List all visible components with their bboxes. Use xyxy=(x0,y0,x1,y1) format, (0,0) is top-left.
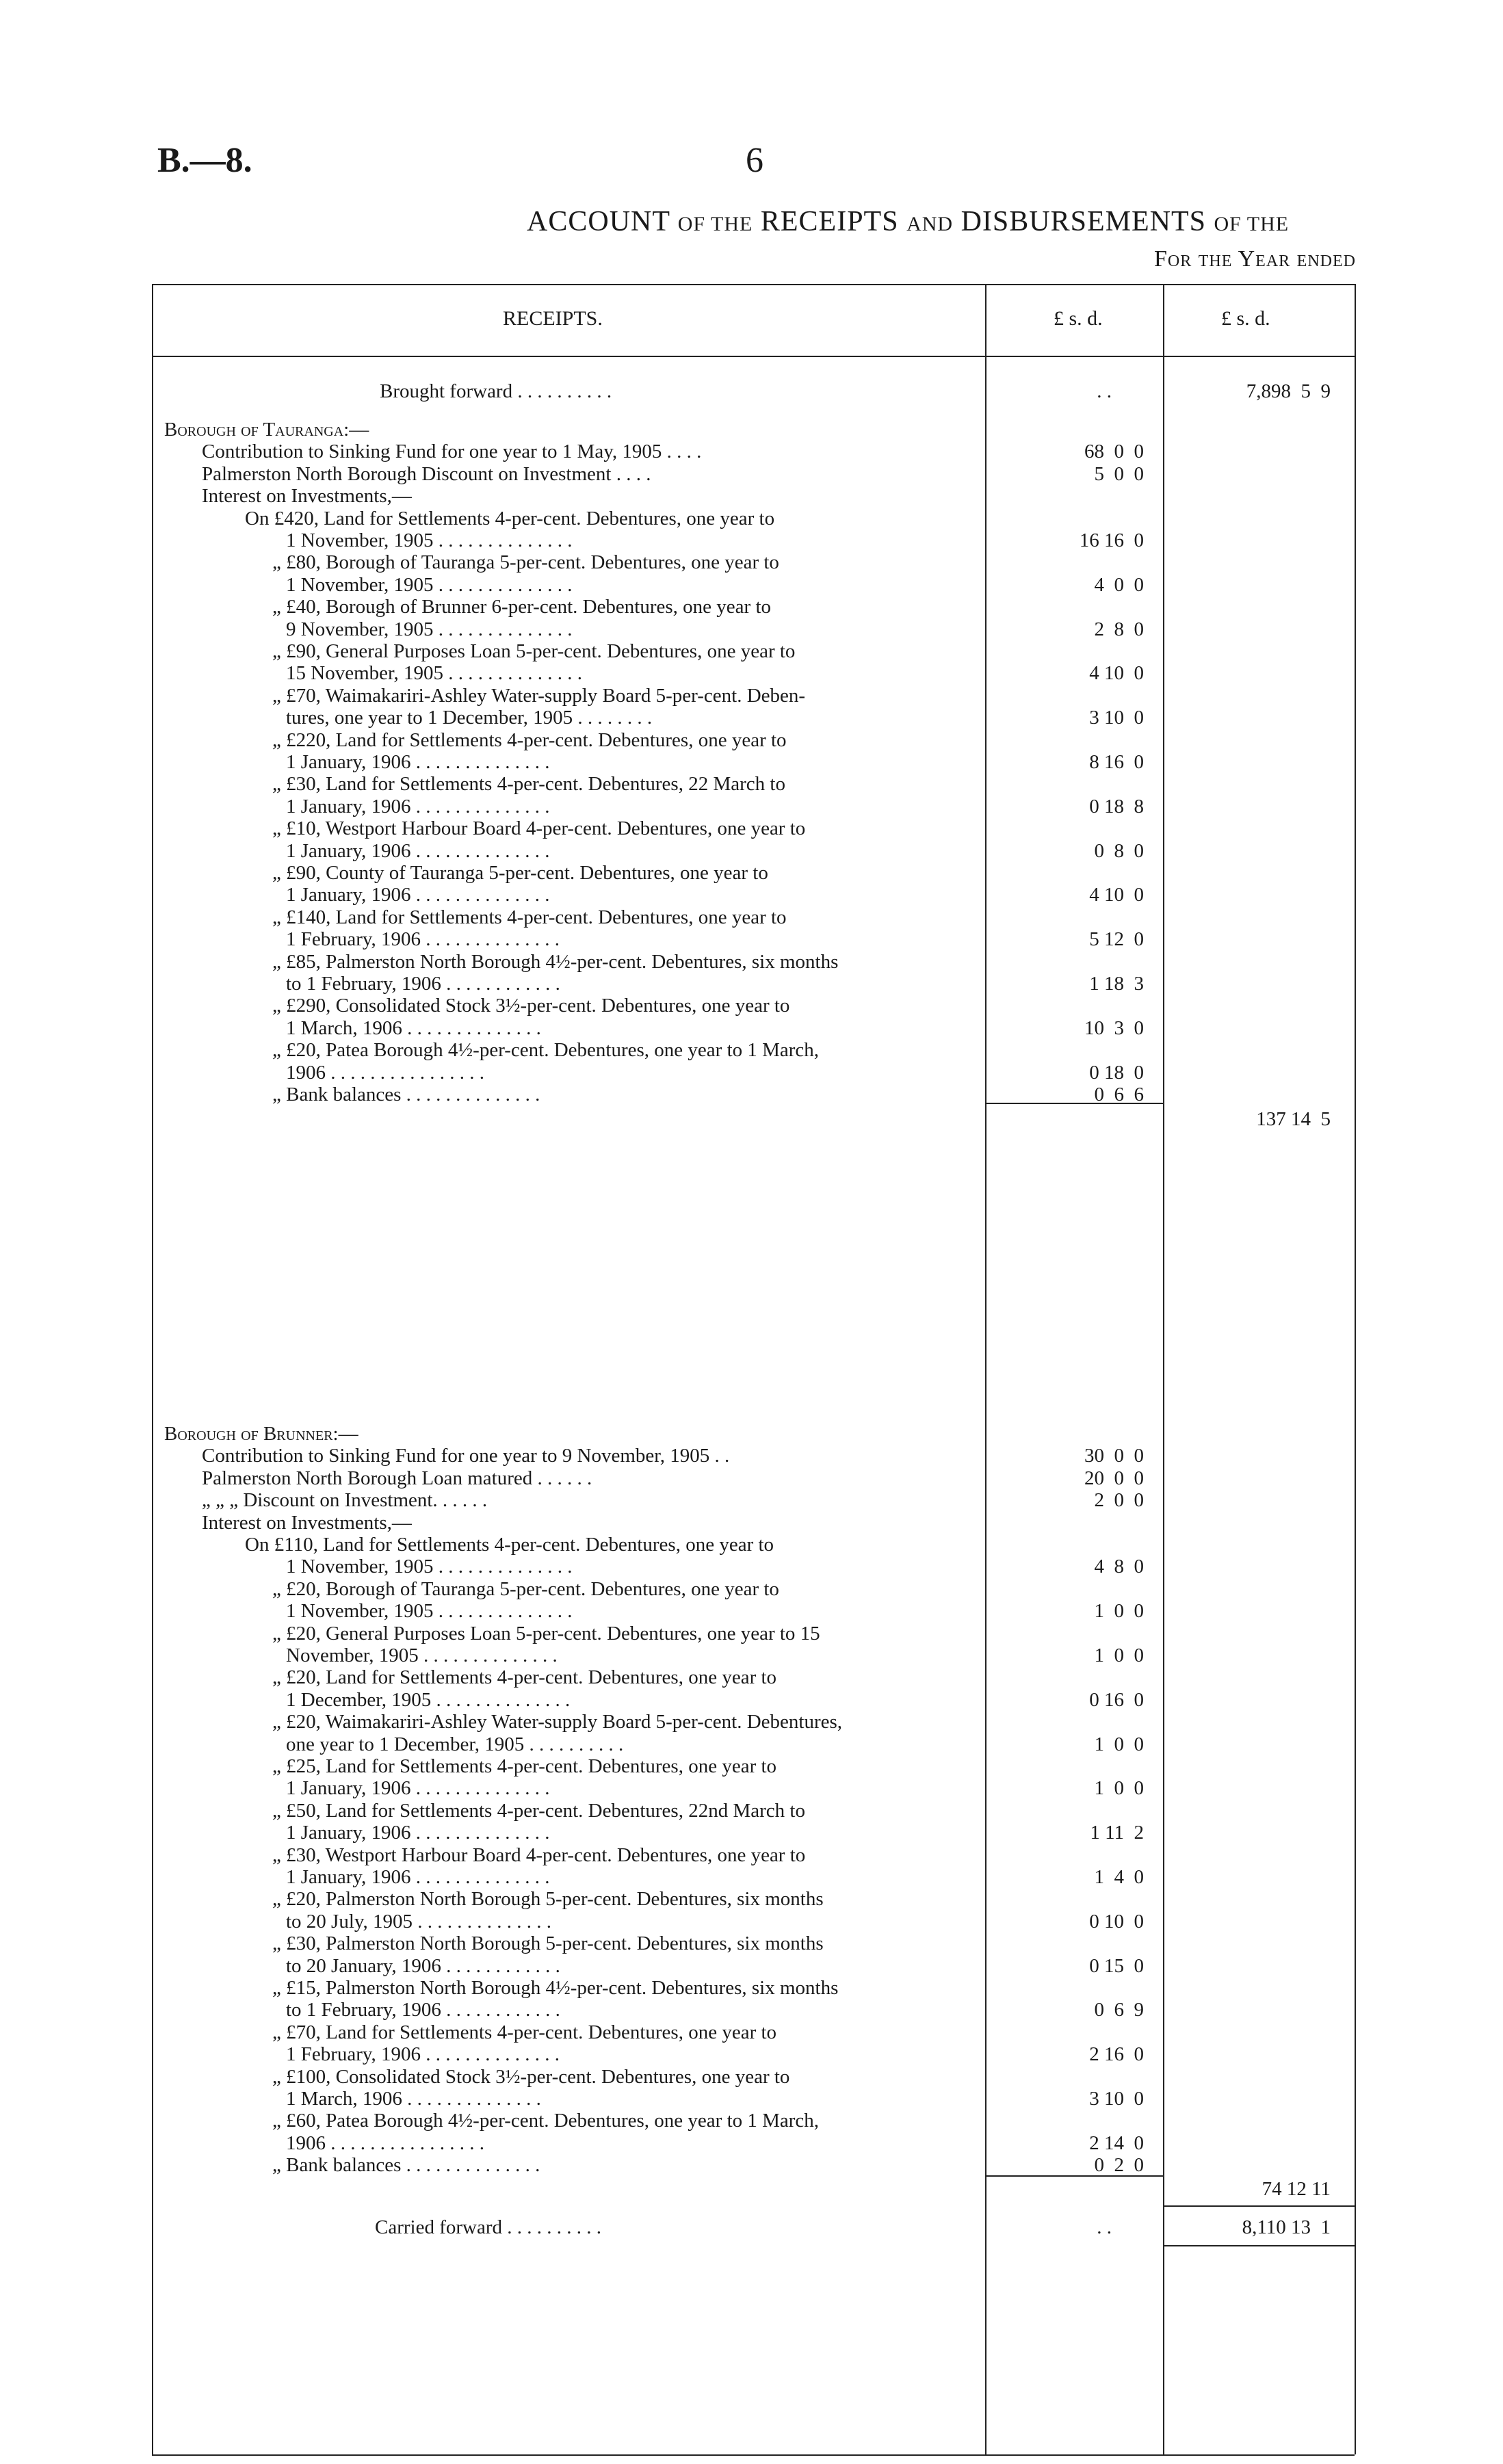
brunner-line-amount: 0 16 0 xyxy=(1089,1689,1144,1711)
tauranga-line: On £420, Land for Settlements 4-per-cent. Debentures, one year to xyxy=(245,508,775,529)
brunner-line: 1 November, 1905 . . . . . . . . . . . . . . xyxy=(286,1556,573,1577)
title-of-the: OF THE xyxy=(1214,213,1290,235)
brunner-line: to 20 January, 1906 . . . . . . . . . . . . xyxy=(286,1955,560,1977)
tauranga-line: „ £90, County of Tauranga 5-per-cent. Debentures, one year to xyxy=(272,862,768,884)
tauranga-line: „ £220, Land for Settlements 4-per-cent. Debentures, one year to xyxy=(272,729,787,751)
brunner-line-amount: 1 0 0 xyxy=(1094,1600,1144,1622)
brunner-line: November, 1905 . . . . . . . . . . . . . . xyxy=(286,1644,558,1666)
tauranga-total: 137 14 5 xyxy=(1256,1108,1331,1130)
account-title xyxy=(527,205,1289,238)
title-account: ACCOUNT xyxy=(527,206,670,237)
tauranga-line: Contribution to Sinking Fund for one year to 1 May, 1905 . . . . xyxy=(202,441,702,462)
tauranga-line: Interest on Investments,— xyxy=(202,485,412,507)
tauranga-line: 1 November, 1905 . . . . . . . . . . . . . . xyxy=(286,529,573,551)
tauranga-heading: Borough of Tauranga:— xyxy=(164,419,369,441)
brunner-line-amount: 0 6 9 xyxy=(1094,1999,1144,2021)
title-receipts: RECEIPTS xyxy=(760,206,899,237)
brought-forward-amount-1: . . xyxy=(1097,380,1112,402)
column-header-lsd-1: £ s. d. xyxy=(1054,307,1103,330)
brunner-line: „ £30, Palmerston North Borough 5-per-cent. Debentures, six months xyxy=(272,1932,824,1954)
tauranga-line-amount: 4 10 0 xyxy=(1089,662,1144,684)
tauranga-line: „ £290, Consolidated Stock 3½-per-cent. Debentures, one year to xyxy=(272,995,790,1017)
tauranga-line: 1 January, 1906 . . . . . . . . . . . . . . xyxy=(286,840,550,862)
tauranga-line: tures, one year to 1 December, 1905 . . . . . . . . xyxy=(286,707,653,729)
brunner-line: „ £15, Palmerston North Borough 4½-per-cent. Debentures, six months xyxy=(272,1977,839,1999)
column-header-receipts: RECEIPTS. xyxy=(503,307,603,330)
brunner-line: 1 January, 1906 . . . . . . . . . . . . . . xyxy=(286,1777,550,1799)
title-of: OF THE xyxy=(677,213,753,235)
tauranga-line: Palmerston North Borough Discount on Investment . . . . xyxy=(202,463,651,485)
brunner-line: Interest on Investments,— xyxy=(202,1512,412,1534)
carried-forward-amount-2: 8,110 13 1 xyxy=(1242,2216,1331,2238)
brunner-line-amount: 30 0 0 xyxy=(1084,1445,1144,1467)
brunner-line: 1 January, 1906 . . . . . . . . . . . . . . xyxy=(286,1822,550,1844)
tauranga-line: 1 January, 1906 . . . . . . . . . . . . . . xyxy=(286,796,550,817)
brunner-line: On £110, Land for Settlements 4-per-cent. Debentures, one year to xyxy=(245,1534,774,1556)
brunner-line: „ £100, Consolidated Stock 3½-per-cent. Debentures, one year to xyxy=(272,2066,790,2088)
table-frame-right xyxy=(1355,284,1356,2454)
account-subtitle: For the Year ended xyxy=(1153,246,1356,272)
carried-forward-rule xyxy=(1163,2205,1355,2207)
tauranga-line: 1 November, 1905 . . . . . . . . . . . . . . xyxy=(286,574,573,596)
brunner-line: to 1 February, 1906 . . . . . . . . . . . . xyxy=(286,1999,560,2021)
tauranga-line-amount: 8 16 0 xyxy=(1089,751,1144,773)
table-frame-top xyxy=(152,284,1355,285)
tauranga-line: „ Bank balances . . . . . . . . . . . . . . xyxy=(272,1084,540,1105)
column-header-lsd-2: £ s. d. xyxy=(1221,307,1270,330)
brunner-line-amount: 2 14 0 xyxy=(1089,2132,1144,2154)
brunner-line: „ £20, Land for Settlements 4-per-cent. Debentures, one year to xyxy=(272,1666,777,1688)
brunner-line: 1 January, 1906 . . . . . . . . . . . . . . xyxy=(286,1866,550,1888)
brunner-line-amount: 20 0 0 xyxy=(1084,1467,1144,1489)
carried-forward-amount-1: . . xyxy=(1097,2216,1112,2238)
tauranga-line: 1 January, 1906 . . . . . . . . . . . . . . xyxy=(286,884,550,906)
brunner-line: 1 November, 1905 . . . . . . . . . . . . . . xyxy=(286,1600,573,1622)
brunner-line: „ £20, Waimakariri-Ashley Water-supply Board 5-per-cent. Debentures, xyxy=(272,1711,843,1733)
tauranga-line-amount: 0 18 8 xyxy=(1089,796,1144,817)
title-disbursements: DISBURSEMENTS xyxy=(960,206,1206,237)
column-divider-2 xyxy=(1163,284,1164,2454)
brunner-line-amount: 0 2 0 xyxy=(1094,2154,1144,2176)
brunner-heading: Borough of Brunner:— xyxy=(164,1423,358,1445)
brunner-line-amount: 1 4 0 xyxy=(1094,1866,1144,1888)
tauranga-line-amount: 68 0 0 xyxy=(1084,441,1144,462)
brunner-line-amount: 0 15 0 xyxy=(1089,1955,1144,1977)
tauranga-line-amount: 0 8 0 xyxy=(1094,840,1144,862)
tauranga-line: „ £30, Land for Settlements 4-per-cent. Debentures, 22 March to xyxy=(272,773,785,795)
tauranga-line-amount: 4 0 0 xyxy=(1094,574,1144,596)
tauranga-line-amount: 5 12 0 xyxy=(1089,928,1144,950)
brunner-line: 1906 . . . . . . . . . . . . . . . . xyxy=(286,2132,484,2154)
tauranga-line: „ £70, Waimakariri-Ashley Water-supply Board 5-per-cent. Deben- xyxy=(272,685,806,707)
header-rule xyxy=(152,356,1355,357)
brunner-line-amount: 2 0 0 xyxy=(1094,1489,1144,1511)
tauranga-line: 1906 . . . . . . . . . . . . . . . . xyxy=(286,1062,484,1084)
tauranga-line: 9 November, 1905 . . . . . . . . . . . . . . xyxy=(286,618,573,640)
brunner-line: Palmerston North Borough Loan matured . . . . . . xyxy=(202,1467,592,1489)
tauranga-line: 15 November, 1905 . . . . . . . . . . . . . . xyxy=(286,662,582,684)
tauranga-line-amount: 5 0 0 xyxy=(1094,463,1144,485)
tauranga-subtotal-rule xyxy=(985,1103,1163,1104)
brunner-subtotal-rule xyxy=(985,2175,1163,2177)
brunner-line-amount: 1 0 0 xyxy=(1094,1733,1144,1755)
brunner-line: „ £60, Patea Borough 4½-per-cent. Debentures, one year to 1 March, xyxy=(272,2110,820,2132)
brunner-line: 1 March, 1906 . . . . . . . . . . . . . . xyxy=(286,2088,541,2110)
brunner-line: „ £50, Land for Settlements 4-per-cent. Debentures, 22nd March to xyxy=(272,1800,805,1822)
carried-forward-label: Carried forward . . . . . . . . . . xyxy=(375,2216,601,2238)
brunner-line: „ £20, General Purposes Loan 5-per-cent. Debentures, one year to 15 xyxy=(272,1623,820,1644)
tauranga-line: 1 March, 1906 . . . . . . . . . . . . . . xyxy=(286,1017,541,1039)
brunner-line: to 20 July, 1905 . . . . . . . . . . . . . . xyxy=(286,1911,552,1932)
brought-forward-amount-2: 7,898 5 9 xyxy=(1246,380,1331,402)
tauranga-line: „ £80, Borough of Tauranga 5-per-cent. Debentures, one year to xyxy=(272,551,779,573)
tauranga-line: „ £10, Westport Harbour Board 4-per-cent. Debentures, one year to xyxy=(272,817,806,839)
brunner-line: „ Bank balances . . . . . . . . . . . . . . xyxy=(272,2154,540,2176)
table-frame-left xyxy=(152,284,153,2454)
page-reference: B.—8. xyxy=(157,141,252,180)
brunner-line-amount: 3 10 0 xyxy=(1089,2088,1144,2110)
brunner-line: „ £70, Land for Settlements 4-per-cent. Debentures, one year to xyxy=(272,2021,777,2043)
tauranga-line-amount: 16 16 0 xyxy=(1079,529,1144,551)
tauranga-line: „ £20, Patea Borough 4½-per-cent. Debentures, one year to 1 March, xyxy=(272,1039,820,1061)
tauranga-line-amount: 4 10 0 xyxy=(1089,884,1144,906)
tauranga-line: to 1 February, 1906 . . . . . . . . . . . . xyxy=(286,973,560,995)
brunner-line-amount: 1 0 0 xyxy=(1094,1777,1144,1799)
tauranga-line-amount: 10 3 0 xyxy=(1084,1017,1144,1039)
table-frame-bottom xyxy=(152,2454,1355,2456)
brunner-line-amount: 1 0 0 xyxy=(1094,1644,1144,1666)
brunner-line-amount: 2 16 0 xyxy=(1089,2043,1144,2065)
brunner-total: 74 12 11 xyxy=(1262,2178,1331,2200)
brunner-line: Contribution to Sinking Fund for one year to 9 November, 1905 . . xyxy=(202,1445,730,1467)
page-number: 6 xyxy=(746,141,763,180)
tauranga-line-amount: 0 18 0 xyxy=(1089,1062,1144,1084)
title-and: AND xyxy=(906,213,954,235)
tauranga-line: 1 February, 1906 . . . . . . . . . . . . . . xyxy=(286,928,560,950)
tauranga-line: „ £85, Palmerston North Borough 4½-per-cent. Debentures, six months xyxy=(272,951,839,973)
tauranga-line-amount: 0 6 6 xyxy=(1094,1084,1144,1105)
brought-forward-label: Brought forward . . . . . . . . . . xyxy=(380,380,612,402)
column-divider-1 xyxy=(985,284,986,2454)
brunner-line: one year to 1 December, 1905 . . . . . . . . . . xyxy=(286,1733,624,1755)
tauranga-line: „ £90, General Purposes Loan 5-per-cent. Debentures, one year to xyxy=(272,640,796,662)
tauranga-line-amount: 2 8 0 xyxy=(1094,618,1144,640)
brunner-line: 1 December, 1905 . . . . . . . . . . . . . . xyxy=(286,1689,571,1711)
tauranga-line: „ £40, Borough of Brunner 6-per-cent. Debentures, one year to xyxy=(272,596,772,618)
brunner-line-amount: 1 11 2 xyxy=(1090,1822,1144,1844)
tauranga-line-amount: 1 18 3 xyxy=(1089,973,1144,995)
brunner-line-amount: 0 10 0 xyxy=(1089,1911,1144,1932)
brunner-line: „ £25, Land for Settlements 4-per-cent. Debentures, one year to xyxy=(272,1755,777,1777)
brunner-line: „ £30, Westport Harbour Board 4-per-cent. Debentures, one year to xyxy=(272,1844,806,1866)
tauranga-line: 1 January, 1906 . . . . . . . . . . . . . . xyxy=(286,751,550,773)
brunner-line: „ £20, Palmerston North Borough 5-per-cent. Debentures, six months xyxy=(272,1888,824,1910)
brunner-line: „ £20, Borough of Tauranga 5-per-cent. Debentures, one year to xyxy=(272,1578,779,1600)
tauranga-line-amount: 3 10 0 xyxy=(1089,707,1144,729)
brunner-line-amount: 4 8 0 xyxy=(1094,1556,1144,1577)
table-bottom-double xyxy=(1163,2245,1355,2246)
brunner-line: „ „ „ Discount on Investment. . . . . . xyxy=(202,1489,488,1511)
brunner-line: 1 February, 1906 . . . . . . . . . . . . . . xyxy=(286,2043,560,2065)
tauranga-line: „ £140, Land for Settlements 4-per-cent. Debentures, one year to xyxy=(272,906,787,928)
